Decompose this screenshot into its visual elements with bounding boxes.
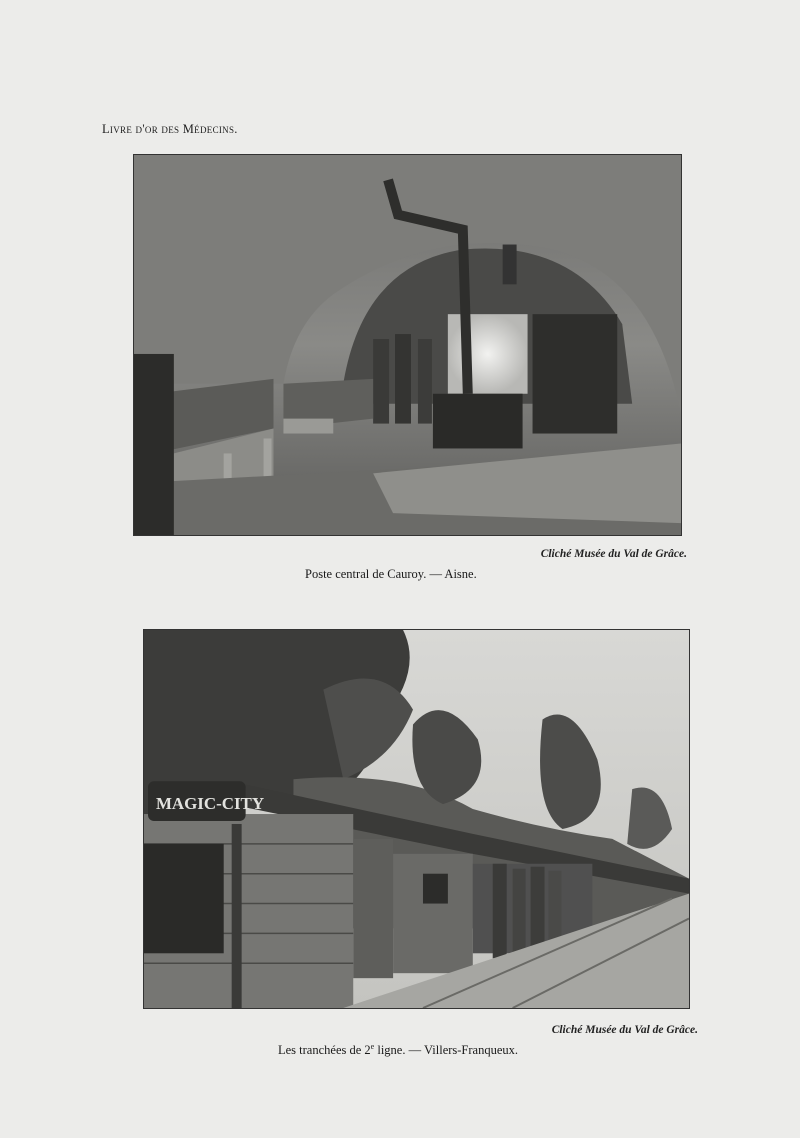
caption-superscript: e: [370, 1042, 375, 1051]
caption-text-prefix: Les tranchées de 2: [278, 1043, 371, 1058]
caption-text-suffix: ligne. — Villers-Franqueux.: [374, 1043, 519, 1058]
photo-poste-central: [133, 154, 682, 536]
photo-credit: Cliché Musée du Val de Grâce.: [551, 1024, 698, 1036]
magic-city-sign: MAGIC-CITY: [155, 794, 265, 814]
trench-photo-illustration: [144, 630, 689, 1008]
cellar-photo-illustration: [134, 155, 681, 535]
photo-credit: Cliché Musée du Val de Grâce.: [540, 548, 687, 560]
photo-caption: Poste central de Cauroy. — Aisne.: [305, 567, 477, 581]
running-header: Livre d'or des Médecins.: [102, 122, 238, 136]
photo-caption: [278, 1042, 518, 1058]
photo-tranchees: [143, 629, 690, 1009]
